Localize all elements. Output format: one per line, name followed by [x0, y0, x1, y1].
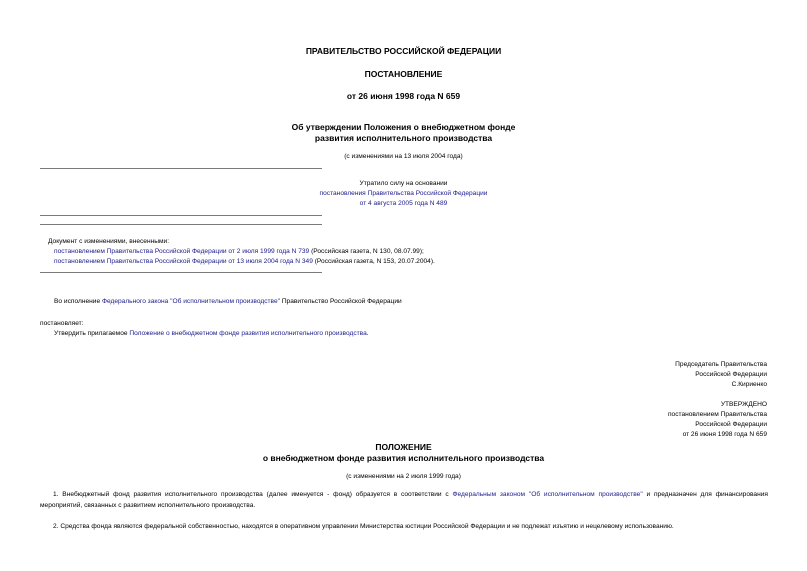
approved-label: УТВЕРЖДЕНО [720, 401, 767, 408]
divider [40, 168, 322, 169]
amendment-link[interactable]: постановлением Правительства Российской Федерации от 13 июля 2004 года N 349 [54, 258, 313, 265]
regulation-paragraph-2: 2. Средства фонда являются федеральной собственностью, находятся в оперативном управлении Министерства юстиции Российской Федерации и не подлежат изъятию и нецелевому использованию. [53, 523, 674, 530]
paragraph-text: 1. Внебюджетный фонд развития исполнительного производства (далее именуется - фонд) образуется в соответствии с [53, 491, 453, 498]
regulation-subtitle: о внебюджетном фонде развития исполнительного производства [262, 453, 545, 463]
repeal-link-line2[interactable]: от 4 августа 2005 года N 489 [359, 200, 448, 207]
paragraph-text: и предназначен для финансирования мероприятий, связанных с развитием исполнительного производства. [40, 491, 768, 509]
divider [40, 272, 322, 273]
approve-paragraph [54, 330, 369, 337]
repeal-note: Утратило силу на основании [359, 180, 448, 187]
approve-text: . [366, 330, 369, 337]
preamble-text: Во исполнение [54, 298, 102, 305]
regulation-changes-note: (с изменениями на 2 июля 1999 года) [346, 473, 461, 480]
divider [40, 224, 322, 225]
approved-line: постановлением Правительства [667, 411, 767, 418]
changes-note: (с изменениями на 13 июля 2004 года) [344, 153, 463, 160]
approve-text: Утвердить прилагаемое [54, 330, 130, 337]
document-title-line1: Об утверждении Положения о внебюджетном фонде [291, 122, 516, 132]
signature-position: Председатель Правительства [675, 361, 767, 368]
document-type: ПОСТАНОВЛЕНИЕ [364, 69, 443, 79]
federal-law-link[interactable]: Федеральным законом "Об исполнительном производстве" [452, 491, 643, 498]
signature-position-2: Российской Федерации [695, 371, 767, 378]
divider [40, 215, 322, 216]
repeal-link-line1[interactable]: постановления Правительства Российской Федерации [319, 190, 488, 197]
amendment-item [54, 248, 424, 255]
approved-line: Российской Федерации [695, 421, 767, 428]
amendment-link[interactable]: постановлением Правительства Российской Федерации от 2 июля 1999 года N 739 [54, 248, 310, 255]
amendment-source: (Российская газета, N 130, 08.07.99); [309, 248, 424, 255]
preamble [54, 298, 402, 305]
approved-date: от 26 июня 1998 года N 659 [682, 431, 767, 438]
signature-name: С.Кириенко [731, 381, 767, 388]
preamble-text: Правительство Российской Федерации [279, 298, 402, 305]
amendment-source: (Российская газета, N 153, 20.07.2004). [312, 258, 435, 265]
resolves-text: постановляет: [40, 320, 84, 327]
regulation-paragraph-1 [40, 489, 768, 511]
government-heading: ПРАВИТЕЛЬСТВО РОССИЙСКОЙ ФЕДЕРАЦИИ [305, 46, 502, 56]
amendment-item [54, 258, 435, 265]
regulation-title: ПОЛОЖЕНИЕ [375, 442, 432, 452]
regulation-link[interactable]: Положение о внебюджетном фонде развития исполнительного производства [129, 330, 367, 337]
document-title-line2: развития исполнительного производства [314, 133, 493, 143]
document-date: от 26 июня 1998 года N 659 [346, 91, 461, 101]
amendments-intro: Документ с изменениями, внесенными: [48, 238, 170, 245]
federal-law-link[interactable]: Федерального закона "Об исполнительном производстве" [101, 298, 280, 305]
